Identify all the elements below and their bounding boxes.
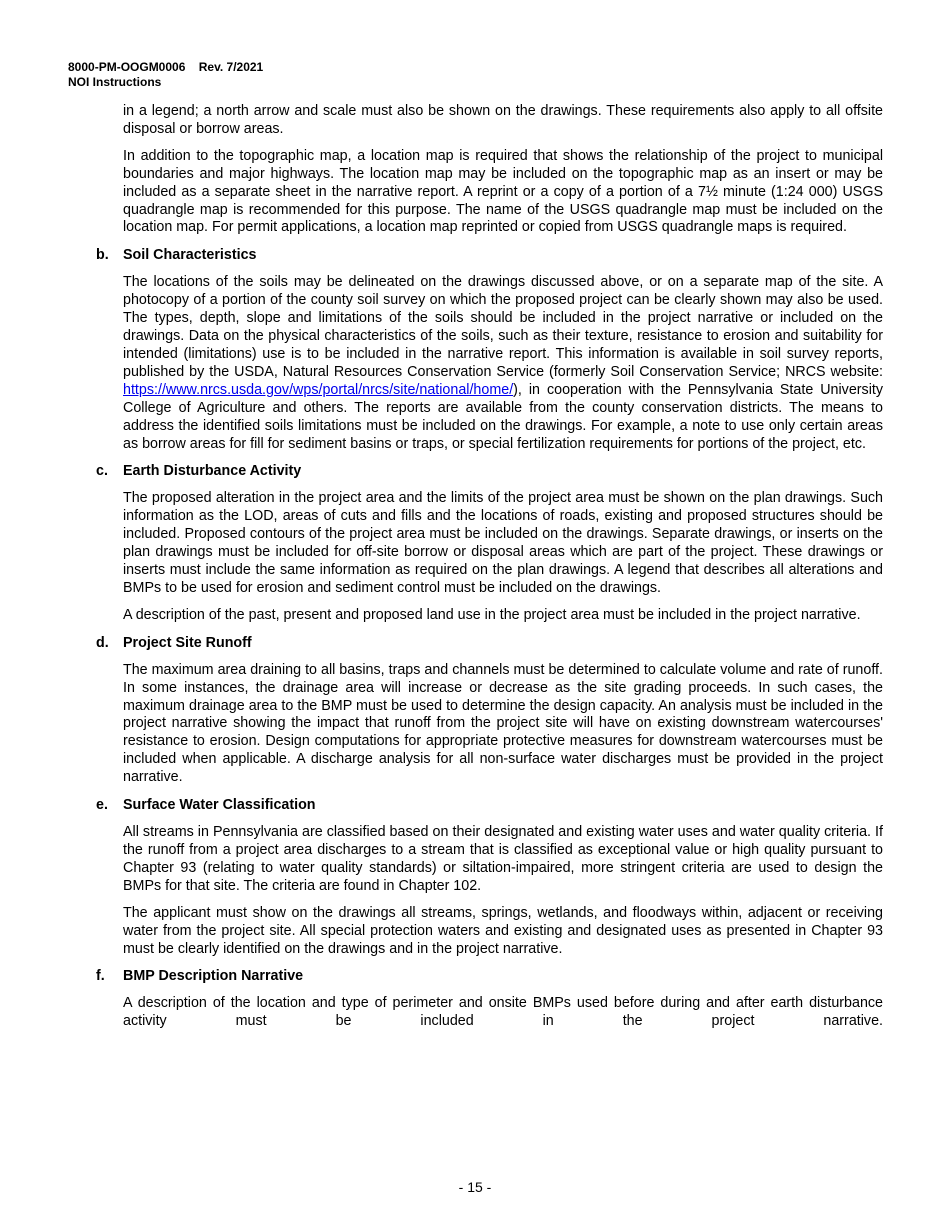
section-letter: e. (96, 797, 108, 814)
section-heading-b (96, 246, 883, 264)
section-title: Soil Characteristics (123, 247, 257, 264)
section-title: BMP Description Narrative (123, 968, 304, 985)
nrcs-website-link[interactable]: https://www.nrcs.usda.gov/wps/portal/nrcs/site/national/home/ (123, 381, 514, 398)
doc-title: NOI Instructions (68, 75, 162, 89)
soil-characteristics-paragraph (123, 274, 883, 453)
section-heading-e (96, 796, 883, 814)
intro-paragraph-1: in a legend; a north arrow and scale must also be shown on the drawings. These requirements also apply to all offsite disposal or borrow areas. (123, 103, 883, 137)
section-heading-c (96, 462, 883, 480)
doc-number: 8000-PM-OOGM0006 (68, 60, 186, 74)
section-title: Project Site Runoff (123, 634, 252, 651)
section-letter: b. (96, 247, 109, 264)
bmp-narrative-paragraph: A description of the location and type of perimeter and onsite BMPs used before during and after earth disturbance activity must be included in the project narrative. (123, 995, 883, 1030)
section-letter: d. (96, 634, 109, 651)
section-letter: c. (96, 463, 108, 480)
soil-text-before-link: The locations of the soils may be delineated on the drawings discussed above, or on a separate map of the site. A photocopy of a portion of the county soil survey on which the proposed project can be clearly shown may also be used. The types, depth, slope and limitations of the soils should be included in the project narrative or included on the drawings. Data on the physical characteristics of the soils, such as their texture, resistance to erosion and suitability for intended (limitations) use is to be included in the narrative report. This information is available in soil survey reports, published by the USDA, Natural Resources Conservation Service (formerly Soil Conservation Service; NRCS website: (123, 274, 883, 380)
page-number: - 15 - (458, 1179, 492, 1195)
soil-text-after-link: ), in cooperation with the Pennsylvania State University College of Agriculture and others. The reports are available from the county conservation districts. The means to address the identified soils limitations must be included on the drawings. For example, a note to use only certain areas as borrow areas for fill for sediment basins or traps, or special fertilization requirements for portions of the project, etc. (123, 381, 883, 452)
intro-paragraph-2: In addition to the topographic map, a location map is required that shows the relationship of the project to municipal boundaries and major highways. The location map may be included on the topographic map as an insert or may be included as a separate sheet in the narrative report. A reprint or a copy of a portion of a 7½ minute (1:24 000) USGS quadrangle map is recommended for this purpose. The name of the USGS quadrangle map must be included on the location map. For permit applications, a location map reprinted or copied from USGS quadrangle maps is required. (123, 147, 883, 236)
page-content (96, 103, 883, 1040)
doc-revision: Rev. 7/2021 (198, 60, 264, 74)
earth-disturbance-paragraph-2: A description of the past, present and proposed land use in the project area must be included in the project narrative. (123, 606, 861, 623)
site-runoff-paragraph: The maximum area draining to all basins, traps and channels must be determined to calculate volume and rate of runoff. In some instances, the drainage area will increase or decrease as the site grading proceeds. In such cases, the maximum drainage area to the BMP must be used to determine the design capacity. An analysis must be included in the project narrative showing the impact that runoff from the project site will have on existing downstream watercourses' resistance to erosion. Design computations for appropriate protective measures for downstream watercourses must be included when applicable. A discharge analysis for all non-surface water discharges must be provided in the project narrative. (123, 661, 883, 786)
section-letter: f. (96, 968, 105, 985)
section-heading-f (96, 967, 883, 985)
section-title: Surface Water Classification (123, 797, 316, 814)
surface-water-paragraph-1: All streams in Pennsylvania are classified based on their designated and existing water uses and water quality criteria. If the runoff from a project area discharges to a stream that is classified as exceptional value or high quality pursuant to Chapter 93 (relating to water quality standards) or siltation-impaired, more stringent criteria are used to design the BMPs for that site. The criteria are found in Chapter 102. (123, 824, 883, 894)
earth-disturbance-paragraph-1: The proposed alteration in the project area and the limits of the project area must be shown on the plan drawings. Such information as the LOD, areas of cuts and fills and the locations of roads, existing and proposed structures should be included. Proposed contours of the project area must be included on the drawings. Separate drawings, or inserts on the plan drawings must be included for off-site borrow or disposal areas which are part of the project. These drawings or inserts must include the same information as required on the plan drawings. A legend that describes all alterations and BMPs to be used for erosion and sediment control must be included on the drawings. (123, 490, 883, 596)
section-title: Earth Disturbance Activity (123, 463, 302, 480)
surface-water-paragraph-2: The applicant must show on the drawings all streams, springs, wetlands, and floodways within, adjacent or receiving water from the project site. All special protection waters and existing and designated uses as presented in Chapter 93 must be clearly identified on the drawings and in the project narrative. (123, 904, 883, 957)
section-heading-d (96, 634, 883, 652)
doc-id-line (68, 60, 263, 75)
document-header (68, 60, 263, 90)
